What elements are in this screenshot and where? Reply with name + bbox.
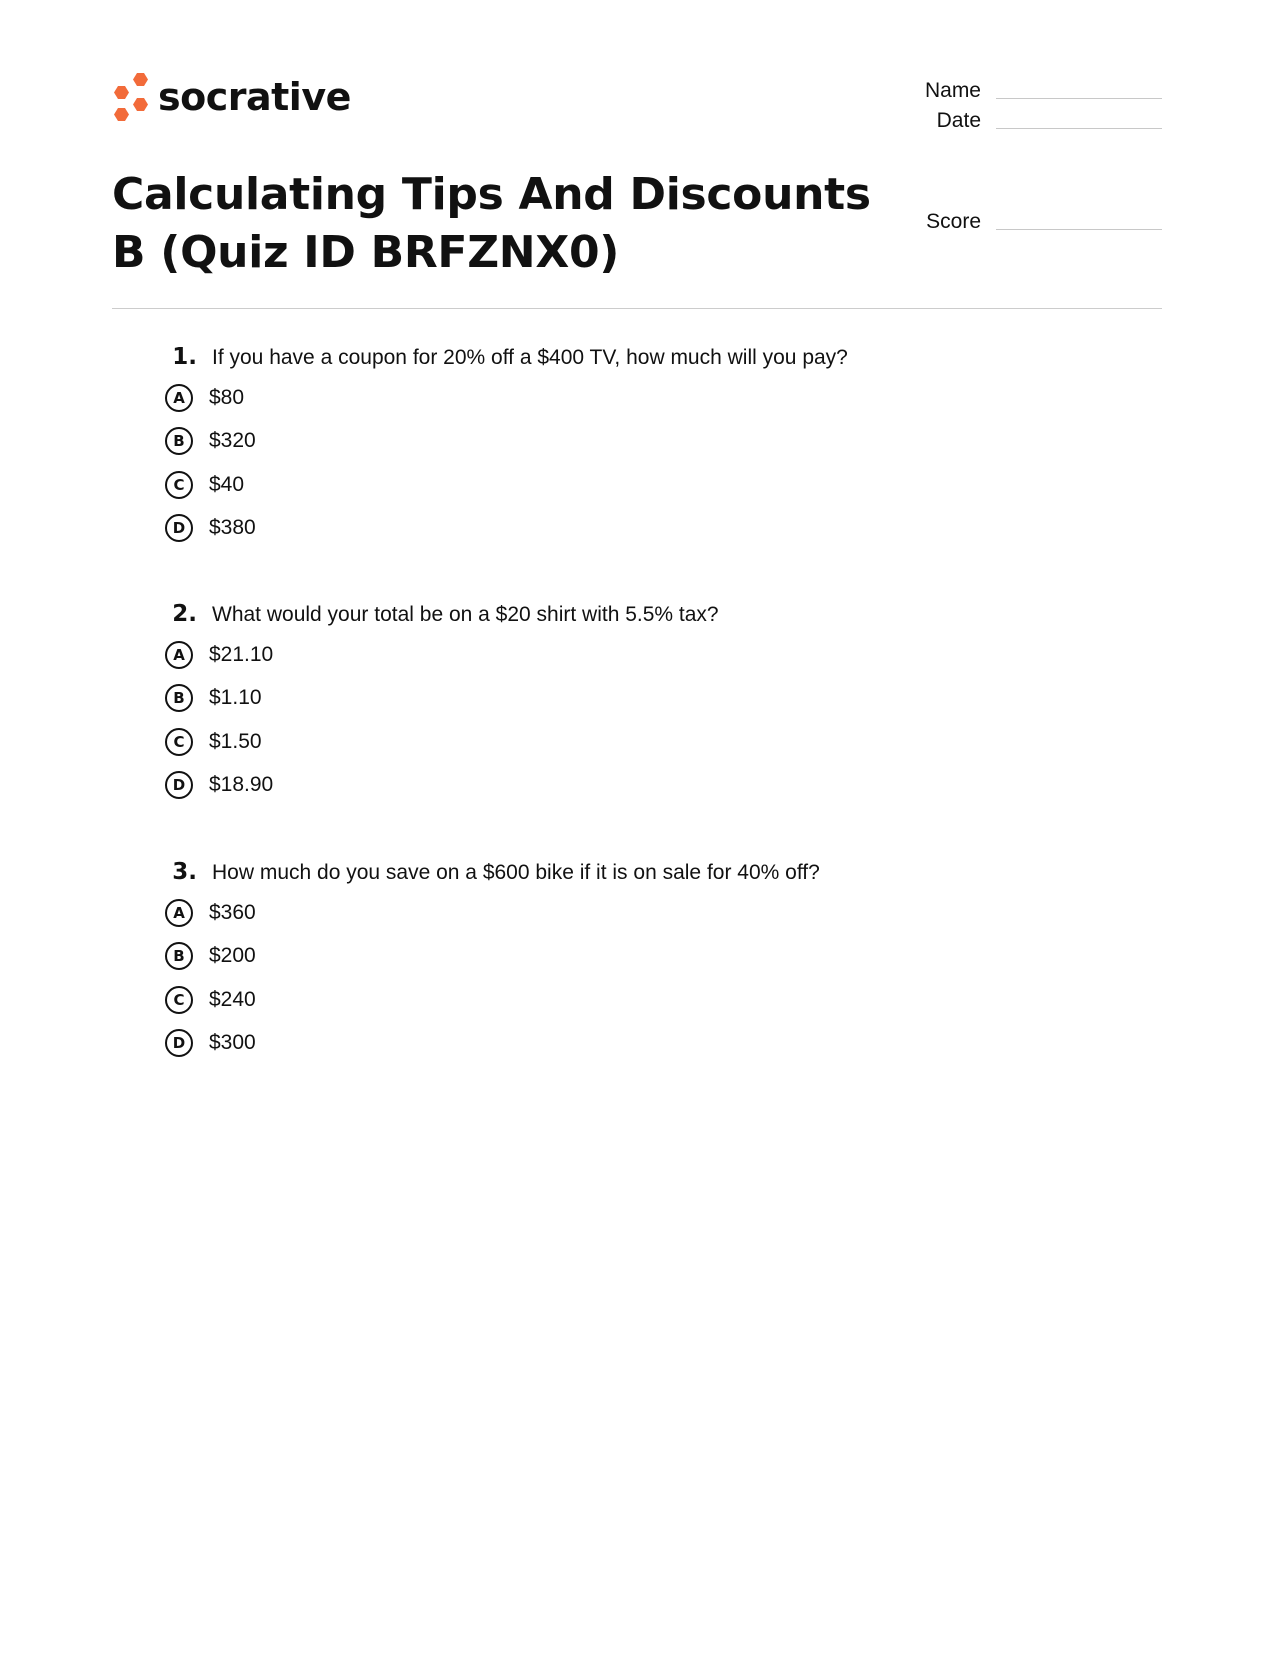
answer-bubble[interactable]: A	[165, 384, 193, 412]
answer-bubble[interactable]: D	[165, 771, 193, 799]
option-a[interactable]	[165, 376, 1065, 420]
score-line[interactable]	[996, 229, 1162, 230]
option-text: $80	[209, 385, 245, 409]
socrative-logo	[112, 72, 351, 122]
option-a[interactable]	[165, 633, 1065, 677]
question-1	[165, 344, 1065, 550]
answer-bubble[interactable]: C	[165, 728, 193, 756]
option-d[interactable]	[165, 764, 1065, 808]
option-text: $200	[209, 944, 256, 968]
name-label: Name	[924, 79, 981, 102]
question-2	[165, 601, 1065, 807]
date-label: Date	[936, 109, 981, 132]
option-text: $1.10	[209, 686, 262, 710]
question-header	[165, 601, 1065, 633]
answer-bubble[interactable]: C	[165, 471, 193, 499]
option-b[interactable]	[165, 677, 1065, 721]
question-text: If you have a coupon for 20% off a $400 TV, how much will you pay?	[212, 346, 848, 369]
option-c[interactable]	[165, 978, 1065, 1022]
question-3	[165, 859, 1065, 1065]
answer-bubble[interactable]: A	[165, 899, 193, 927]
option-c[interactable]	[165, 720, 1065, 764]
option-d[interactable]	[165, 1022, 1065, 1066]
page-title: Calculating Tips And Discounts B (Quiz ID BRFZNX0)	[112, 169, 871, 278]
brand-name: socrative	[158, 75, 351, 119]
option-text: $380	[209, 516, 256, 540]
date-field	[861, 110, 1162, 131]
answer-bubble[interactable]: D	[165, 514, 193, 542]
answer-bubble[interactable]: B	[165, 427, 193, 455]
option-d[interactable]	[165, 507, 1065, 551]
question-header	[165, 344, 1065, 376]
question-text: How much do you save on a $600 bike if it is on sale for 40% off?	[212, 861, 820, 884]
question-text: What would your total be on a $20 shirt with 5.5% tax?	[212, 603, 719, 626]
option-text: $1.50	[209, 729, 262, 753]
question-header	[165, 859, 1065, 891]
answer-bubble[interactable]: C	[165, 986, 193, 1014]
option-text: $240	[209, 987, 256, 1011]
score-field	[861, 211, 1162, 232]
question-number: 2.	[172, 601, 197, 627]
hexagon-cluster-icon	[112, 72, 150, 122]
option-b[interactable]	[165, 935, 1065, 979]
option-text: $300	[209, 1031, 256, 1055]
date-line[interactable]	[996, 128, 1162, 129]
option-text: $21.10	[209, 642, 274, 666]
name-line[interactable]	[996, 98, 1162, 99]
option-a[interactable]	[165, 891, 1065, 935]
option-text: $360	[209, 900, 256, 924]
header-divider	[112, 308, 1162, 309]
answer-bubble[interactable]: B	[165, 942, 193, 970]
option-text: $320	[209, 429, 256, 453]
answer-bubble[interactable]: D	[165, 1029, 193, 1057]
answer-bubble[interactable]: A	[165, 641, 193, 669]
question-number: 1.	[172, 344, 197, 370]
option-c[interactable]	[165, 463, 1065, 507]
name-field	[861, 80, 1162, 101]
question-number: 3.	[172, 859, 197, 885]
option-text: $40	[209, 472, 245, 496]
option-b[interactable]	[165, 420, 1065, 464]
answer-bubble[interactable]: B	[165, 684, 193, 712]
option-text: $18.90	[209, 773, 274, 797]
score-label: Score	[926, 210, 981, 233]
